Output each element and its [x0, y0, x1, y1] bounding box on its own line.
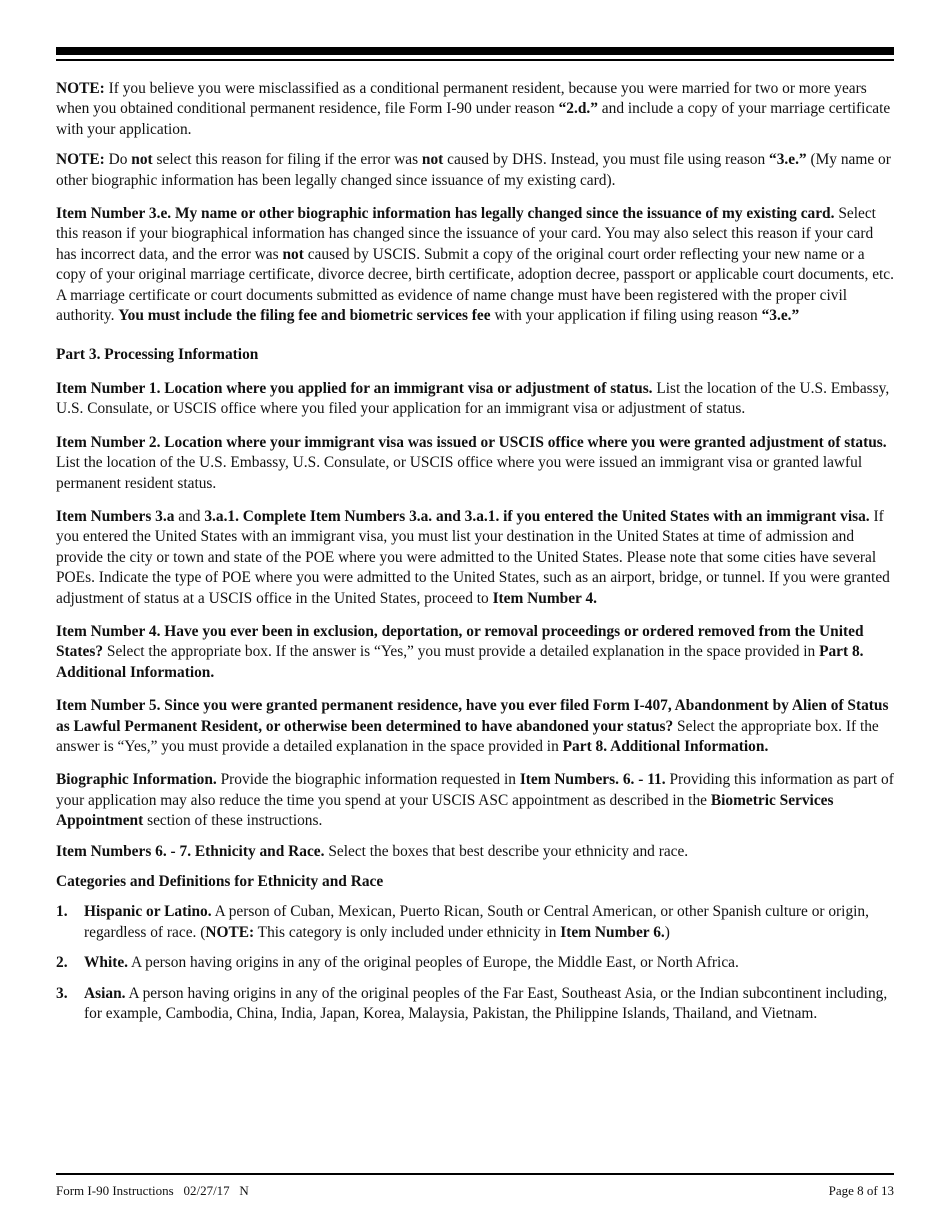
item-6-7-paragraph: Item Numbers 6. - 7. Ethnicity and Race. Select the boxes that best describe your ethnicity and race.: [56, 842, 689, 860]
form-identifier: Form I-90 Instructions 02/27/17 N: [56, 1183, 249, 1198]
item-3a-paragraph: Item Numbers 3.a and 3.a.1. Complete Item Numbers 3.a. and 3.a.1. if you entered the United States with an immigrant visa. If you entered the United States with an immigrant visa, you must list your destination in the United States at time of admission and provide the city or town and state of the POE where you were admitted to the United States. Please note that some cities have several POEs. Indicate the type of POE where you were admitted to the United States, such as an airport, bridge, or tunnel. If you were granted adjustment of status at a USCIS office in the United States, proceed to Item Number 4.: [56, 507, 890, 607]
list-item: 2. White. A person having origins in any of the original peoples of Europe, the Middle East, or North Africa.: [56, 954, 739, 972]
item-5-paragraph: Item Number 5. Since you were granted permanent residence, have you ever filed Form I-407, Abandonment by Alien of Status as Lawful Permanent Resident, or otherwise been determined to have abandoned your status? Select the appropriate box. If the answer is “Yes,” you must provide a detailed explanation in the space provided in Part 8. Additional Information.: [56, 697, 889, 755]
item-4-paragraph: Item Number 4. Have you ever been in exclusion, deportation, or removal proceedings or ordered removed from the United States? Select the appropriate box. If the answer is “Yes,” you must provide a detailed explanation in the space provided in Part 8. Additional Information.: [56, 622, 864, 681]
item-3e-paragraph: Item Number 3.e. My name or other biographic information has legally changed since the issuance of my existing card. Select this reason if your biographical information has changed since the issuance of your card. You may also select this reason if your card has incorrect data, and the error was not caused by USCIS. Submit a copy of the original court order reflecting your new name or a copy of your original marriage certificate, divorce decree, birth certificate, adoption decree, passport or applicable court documents, etc. A marriage certificate or court documents submitted as evidence of name change must have been registered with the proper civil authority. You must include the filing fee and biometric services fee with your application if filing using reason “3.e.”: [56, 205, 894, 325]
categories-list: [56, 902, 894, 1024]
note-misclassified: NOTE: If you believe you were misclassified as a conditional permanent resident, because you were married for two or more years when you obtained conditional permanent residence, file Form I-90 under reason “2.d.” and include a copy of your marriage certificate with your application.: [56, 80, 891, 138]
part3-heading: Part 3. Processing Information: [56, 346, 259, 364]
document-body: [56, 79, 894, 1024]
footer-rule: [56, 1173, 894, 1175]
list-item: 1. Hispanic or Latino. A person of Cuban, Mexican, Puerto Rican, South or Central American, or other Spanish culture or origin, regardless of race. (NOTE: This category is only included under ethnicity in Item Number 6.): [56, 903, 869, 941]
categories-heading: Categories and Definitions for Ethnicity and Race: [56, 873, 384, 890]
header-rule-thin: [56, 59, 894, 61]
page-number: Page 8 of 13: [828, 1183, 894, 1198]
biographic-info-paragraph: Biographic Information. Provide the biographic information requested in Item Numbers. 6. - 11. Providing this information as part of your application may also reduce the time you spend at your USCIS ASC appointment as described in the Biometric Services Appointment section of these instructions.: [56, 771, 894, 830]
item-2-paragraph: Item Number 2. Location where your immigrant visa was issued or USCIS office where you were granted adjustment of status. List the location of the U.S. Embassy, U.S. Consulate, or USCIS office where you were issued an immigrant visa or granted lawful permanent resident status.: [56, 433, 887, 492]
list-item: 3. Asian. A person having origins in any of the original peoples of the Far East, Southeast Asia, or the Indian subcontinent including, for example, Cambodia, China, India, Japan, Korea, Malaysia, Pakistan, the Philippine Islands, Thailand, and Vietnam.: [56, 984, 888, 1023]
note-dhs-error: NOTE: Do not select this reason for filing if the error was not caused by DHS. Instead, you must file using reason “3.e.” (My name or other biographic information has been legally changed since issuance of my existing card).: [56, 151, 891, 189]
header-rule-thick: [56, 47, 894, 55]
item-1-paragraph: Item Number 1. Location where you applied for an immigrant visa or adjustment of status. List the location of the U.S. Embassy, U.S. Consulate, or USCIS office where you filed your application for an immigrant visa or adjustment of status.: [56, 379, 890, 418]
